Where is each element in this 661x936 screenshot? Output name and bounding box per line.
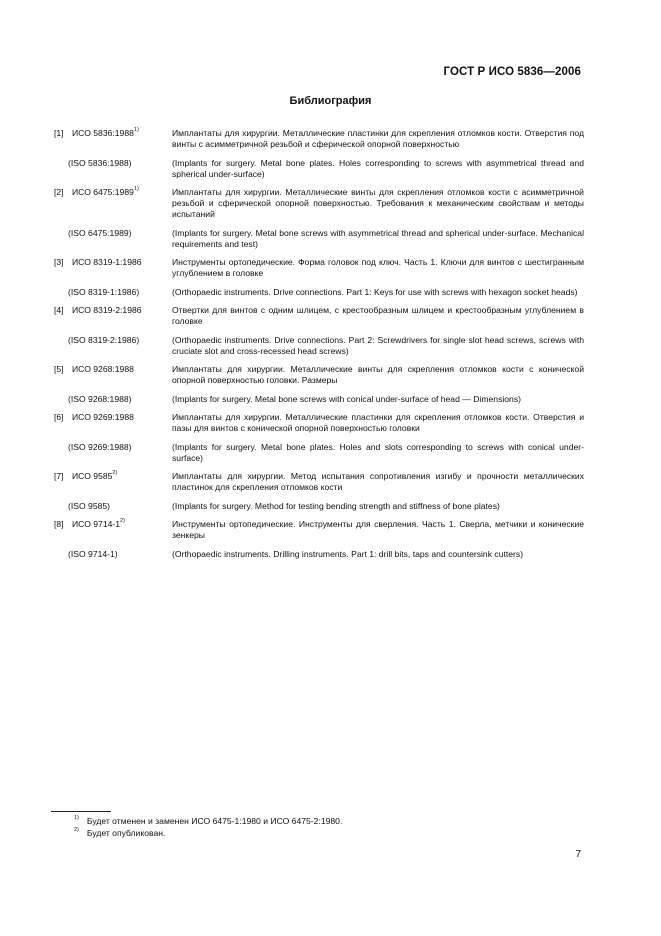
footnote-mark: 1) (133, 186, 139, 192)
bibliography-entry (54, 257, 584, 298)
entry-number: [3] (54, 257, 64, 267)
entry-title: Имплантаты для хирургии. Металлические пластинки для скрепления отломков кости. Отверстия и пазы для винтов с конической опорной поверхностью головки (172, 412, 584, 433)
entry-number: [6] (54, 412, 64, 422)
bibliography-entry (54, 128, 584, 180)
entry-reference: ИСО 9585$^{2)}$ (72, 470, 118, 481)
entry-original-reference: (ISO 8319-2:1986) (68, 335, 140, 345)
footnote-mark: 2) (112, 470, 118, 476)
footnote-marker: 2) (74, 827, 79, 833)
footnote-marker: 1) (74, 815, 79, 821)
entry-original-title: (Implants for surgery. Metal bone screws with asymmetrical thread and spherical under-surface. Mechanical requirements and test) (172, 228, 584, 249)
entry-original (54, 394, 584, 405)
bibliography-entry (54, 519, 584, 560)
entry-reference: ИСО 8319-2:1986 (72, 305, 142, 315)
entry-main (54, 187, 584, 220)
entry-title: Имплантаты для хирургии. Метод испытания сопротивления изгибу и прочности металлических пластинок для скрепления отломков кости (172, 471, 584, 492)
bibliography-entry (54, 471, 584, 512)
entry-original-reference: (ISO 9714-1) (68, 549, 118, 559)
entry-reference: ИСО 9714-1$^{2)}$ (72, 518, 125, 529)
entry-original-title: (Implants for surgery. Method for testing bending strength and stiffness of bone plates) (172, 501, 500, 511)
entry-main (54, 128, 584, 150)
entry-title: Отвертки для винтов с одним шлицем, с крестообразным шлицем и крестообразным углублением в головке (172, 305, 584, 326)
entry-original-title: (Implants for surgery. Metal bone plates. Holes and slots corresponding to screws with conical under-surface) (172, 442, 584, 463)
entry-main (54, 257, 584, 279)
page-title: Библиография (289, 95, 372, 107)
entry-original-title: (Orthopaedic instruments. Drive connections. Part 1: Keys for use with screws with hexagon socket heads) (172, 287, 578, 297)
entry-original-reference: (ISO 9269:1988) (68, 442, 132, 452)
footnote-divider (51, 811, 111, 812)
entry-original-title: (Implants for surgery. Metal bone plates. Holes corresponding to screws with asymmetrical thread and spherical under-surface) (172, 158, 584, 179)
footnote-text: Будет опубликован. (86, 828, 166, 838)
entry-main (54, 364, 584, 386)
bibliography-list (54, 128, 584, 567)
entry-original (54, 501, 584, 512)
entry-title: Инструменты ортопедические. Форма головок под ключ. Часть 1. Ключи для винтов с шестигранным углублением в головке (172, 257, 584, 278)
entry-original-reference: (ISO 9585) (68, 501, 111, 511)
entry-title: Имплантаты для хирургии. Металлические пластинки для скрепления отломков кости. Отверстия под винты с асимметричной резьбой и сферической опорной поверхностью (172, 128, 584, 149)
footnote (74, 827, 342, 839)
entry-main (54, 305, 584, 327)
entry-original (54, 158, 584, 180)
entry-main (54, 519, 584, 541)
entry-original-reference: (ISO 8319-1:1986) (68, 287, 140, 297)
entry-title: Имплантаты для хирургии. Металлические винты для скрепления отломков кости с конической опорной поверхностью головки. Размеры (172, 364, 584, 385)
entry-number: [1] (54, 128, 64, 138)
bibliography-entry (54, 305, 584, 357)
bibliography-entry (54, 187, 584, 250)
bibliography-entry (54, 364, 584, 405)
document-header: ГОСТ Р ИСО 5836—2006 (443, 66, 581, 78)
entry-main (54, 471, 584, 493)
entry-reference: ИСО 8319-1:1986 (72, 257, 142, 267)
bibliography-entry (54, 412, 584, 464)
entry-number: [2] (54, 187, 64, 197)
footnote-text: Будет отменен и заменен ИСО 6475-1:1980 и ИСО 6475-2:1980. (86, 816, 343, 826)
entry-original (54, 287, 584, 298)
entry-original-title: (Implants for surgery. Metal bone screws with conical under-surface of head — Dimensions) (172, 394, 521, 404)
footnote-mark: 2) (120, 518, 125, 524)
entry-title: Имплантаты для хирургии. Металлические винты для скрепления отломков кости с асимметричной резьбой и сферической опорной поверхностью. Требования к механическим свойствам и методы испытаний (172, 187, 584, 219)
page-number: 7 (575, 849, 581, 860)
footnote (74, 815, 342, 827)
entry-number: [7] (54, 471, 64, 481)
entry-original (54, 228, 584, 250)
entry-original (54, 549, 584, 560)
entry-reference: ИСО 6475:1989$^{1)}$ (72, 186, 139, 197)
entry-reference: ИСО 5836:1988$^{1)}$ (72, 127, 139, 138)
entry-reference: ИСО 9268:1988 (72, 364, 134, 374)
entry-original-reference: (ISO 9268:1988) (68, 394, 132, 404)
entry-main (54, 412, 584, 434)
footnote-mark: 1) (133, 127, 139, 133)
entry-original-reference: (ISO 6475:1989) (68, 228, 132, 238)
footnotes (74, 815, 342, 839)
entry-number: [8] (54, 519, 64, 529)
entry-original (54, 335, 584, 357)
entry-original-reference: (ISO 5836:1988) (68, 158, 132, 168)
entry-title: Инструменты ортопедические. Инструменты для сверления. Часть 1. Сверла, метчики и конические зенкеры (172, 519, 584, 540)
entry-number: [5] (54, 364, 64, 374)
entry-original-title: (Orthopaedic instruments. Drive connections. Part 2: Screwdrivers for single slot head screws, screws with cruciate slot and cross-recessed head screws) (172, 335, 584, 356)
entry-original-title: (Orthopaedic instruments. Drilling instruments. Part 1: drill bits, taps and countersink cutters) (172, 549, 524, 559)
entry-number: [4] (54, 305, 64, 315)
entry-reference: ИСО 9269:1988 (72, 412, 134, 422)
entry-original (54, 442, 584, 464)
